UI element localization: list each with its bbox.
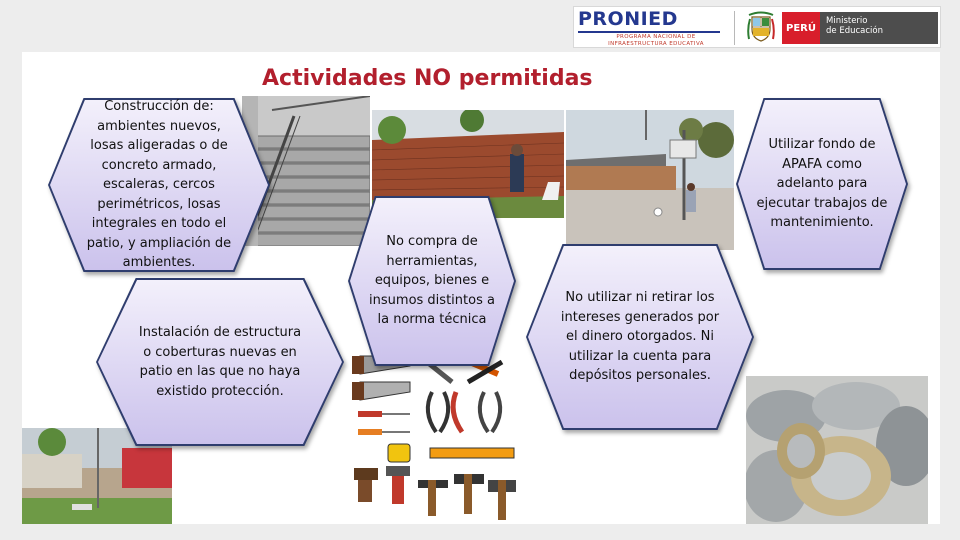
- pronied-logo: PRONIED: [578, 8, 678, 30]
- hexagon-structures: [96, 278, 344, 446]
- slide-title: Actividades NO permitidas: [262, 66, 593, 91]
- hexagon-apafa-text: Utilizar fondo de APAFA como adelanto para ejecutar trabajos de mantenimiento.: [756, 137, 888, 231]
- peru-coat-of-arms-icon: [746, 11, 776, 43]
- hexagon-interests: [526, 244, 754, 430]
- ministry-line-2: de Educación: [826, 25, 883, 36]
- tools-image: [352, 352, 522, 524]
- peru-label: PERÚ: [782, 12, 820, 44]
- ministry-line-1: Ministerio: [826, 16, 868, 26]
- pronied-subtitle: PROGRAMA NACIONAL DE INFRAESTRUCTURA EDUCATIVA: [608, 34, 704, 47]
- schoolyard-photo: [566, 110, 734, 250]
- logo-divider: [734, 11, 735, 45]
- hexagon-apafa: [736, 98, 908, 270]
- logo-underline: [578, 31, 720, 33]
- coins-photo: [746, 376, 928, 524]
- hexagon-interests-text: No utilizar ni retirar los intereses generados por el dinero otorgados. Ni utilizar la cuenta para depósitos personales.: [560, 290, 720, 384]
- header-logos: [573, 6, 941, 48]
- hexagon-purchases: [348, 196, 516, 366]
- hexagon-structures-text: Instalación de estructura o coberturas nuevas en patio en las que no haya existido protección.: [138, 325, 302, 399]
- hexagon-purchases-text: No compra de herramientas, equipos, bienes e insumos distintos a la norma técnica: [369, 234, 495, 328]
- ministry-label: [820, 12, 938, 44]
- hexagon-construction: [48, 98, 270, 272]
- hexagon-construction-text: Construcción de: ambientes nuevos, losas aligeradas o de concreto armado, escaleras, cercos perimétricos, losas integrales en todo el patio, y ampliación de ambientes.: [86, 99, 232, 271]
